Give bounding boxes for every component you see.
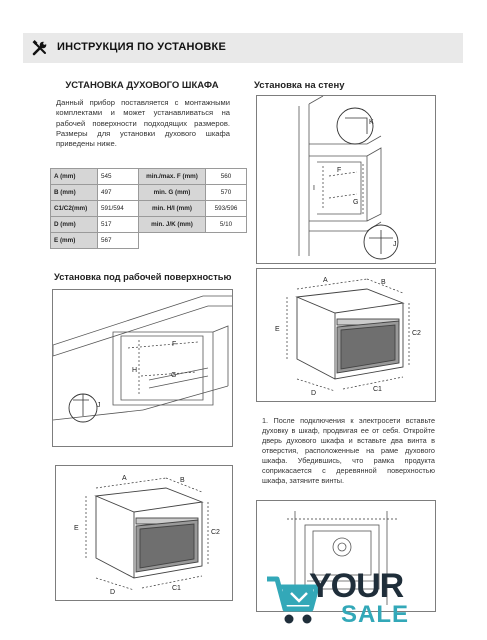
- label-D: D: [311, 390, 317, 397]
- label-B: B: [381, 279, 386, 286]
- under-counter-title: Установка под рабочей поверхностью: [54, 272, 232, 282]
- table-row: [51, 185, 247, 201]
- table-row: [51, 169, 247, 185]
- label-C2: C2: [211, 529, 220, 536]
- spec-label: min. H/I (mm): [139, 201, 206, 217]
- wall-install-diagram: [256, 95, 436, 264]
- table-row: [51, 233, 247, 249]
- spec-label: D (mm): [51, 217, 98, 233]
- label-A: A: [323, 277, 328, 284]
- table-row: [51, 201, 247, 217]
- label-C1: C1: [373, 386, 382, 393]
- spec-value: 560: [206, 169, 247, 185]
- spec-value: 570: [206, 185, 247, 201]
- header-bar: [23, 33, 463, 63]
- label-H: H: [132, 367, 138, 374]
- label-C2: C2: [412, 330, 421, 337]
- label-J: J: [393, 241, 397, 248]
- section-title: УСТАНОВКА ДУХОВОГО ШКАФА: [65, 80, 219, 91]
- spec-value: 591/594: [98, 201, 139, 217]
- cabinet-drawing: [53, 290, 232, 446]
- oven-dimensions-diagram-right: [256, 268, 436, 402]
- spec-label: min./max. F (mm): [139, 169, 206, 185]
- wall-install-title: Установка на стену: [254, 80, 345, 91]
- label-B: B: [180, 477, 185, 484]
- label-K: K: [369, 119, 374, 126]
- label-F: F: [337, 167, 342, 174]
- page-title: ИНСТРУКЦИЯ ПО УСТАНОВКЕ: [57, 41, 226, 53]
- label-G: G: [353, 199, 359, 206]
- tools-icon: [32, 40, 48, 56]
- table-row: [51, 217, 247, 233]
- spec-table: [50, 168, 247, 249]
- under-counter-diagram: [52, 289, 233, 447]
- install-step-paragraph: 1. После подключения к электросети вставьте духовку в шкаф, продвигая ее от себя. Откройте дверь духового шкафа и вставьте два винта в отверстия, расположенные на раме духового шкафа. Убедившись, что рамка продукта соприкасается с деревянной поверхностью шкафа, затяните винты.: [262, 416, 435, 485]
- label-C1: C1: [172, 585, 181, 592]
- spec-label: C1/C2(mm): [51, 201, 98, 217]
- spec-label: min. G (mm): [139, 185, 206, 201]
- spec-label: E (mm): [51, 233, 98, 249]
- label-J: J: [97, 402, 101, 409]
- logo-word-sale: SALE: [341, 601, 410, 628]
- label-D: D: [110, 589, 116, 596]
- label-E: E: [74, 525, 79, 532]
- tall-cabinet-drawing: [257, 96, 435, 263]
- spec-value: 593/596: [206, 201, 247, 217]
- spec-value: 545: [98, 169, 139, 185]
- label-G: G: [171, 372, 177, 379]
- watermark-logo: [263, 565, 423, 633]
- logo-word-your: YOUR: [309, 567, 404, 605]
- label-F: F: [172, 341, 177, 348]
- oven-drawing-right: [257, 269, 435, 401]
- spec-value: 5/10: [206, 217, 247, 233]
- intro-paragraph: Данный прибор поставляется с монтажными комплектами и может устанавливаться на рабочей поверхности подходящих размеров. Размеры для установки духового шкафа приведены ниже.: [56, 98, 230, 149]
- label-I: I: [313, 185, 315, 192]
- oven-dimensions-diagram: [55, 465, 233, 601]
- label-E: E: [275, 326, 280, 333]
- spec-label: B (mm): [51, 185, 98, 201]
- spec-value: 497: [98, 185, 139, 201]
- label-A: A: [122, 475, 127, 482]
- spec-value: 517: [98, 217, 139, 233]
- spec-value: 567: [98, 233, 139, 249]
- spec-label: A (mm): [51, 169, 98, 185]
- oven-drawing: [56, 466, 232, 600]
- spec-label: min. J/K (mm): [139, 217, 206, 233]
